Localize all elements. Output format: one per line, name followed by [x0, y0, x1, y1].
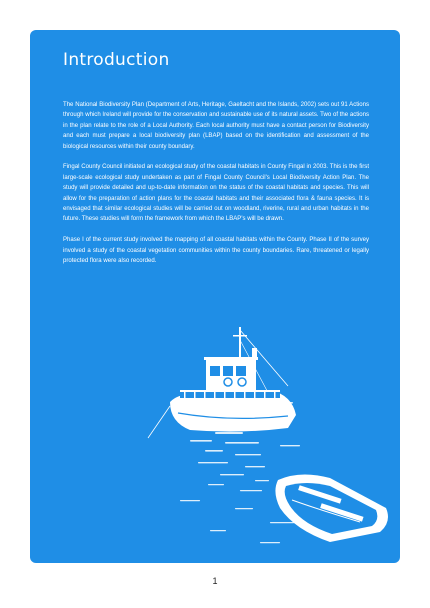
boats-on-water-illustration	[30, 30, 400, 563]
paragraph-1: The National Biodiversity Plan (Department of Arts, Heritage, Gaeltacht and the Islands, 2002) sets out 91 Actions through which Ireland will provide for the conservation and sustainable use of its natural assets. Two of the actions in the plan relate to the role of a Local Authority. Each local authority must have a contact person for Biodiversity and each must prepare a local biodiversity plan (LBAP) based on the identification and assessment of the biological resources within their county boundary.	[63, 102, 369, 150]
content-panel	[30, 30, 400, 563]
page-title: Introduction	[63, 50, 170, 70]
paragraph-3: Phase I of the current study involved the mapping of all coastal habitats within the County. Phase II of the survey involved a study of the coastal vegetation communities within the county boundaries. Rare, threatened or legally protected flora were also recorded.	[63, 237, 369, 265]
paragraph-2: Fingal County Council initiated an ecological study of the coastal habitats in County Fingal in 2003. This is the first large-scale ecological study undertaken as part of Fingal County Council's Local Biodiversity Action Plan. The study will provide detailed and up-to-date information on the status of the coastal habitats and species. This will allow for the preparation of action plans for the coastal habitats and their associated flora & fauna species. It is envisaged that similar ecological studies will be carried out on woodland, riverine, rural and urban habitats in the future. These studies will form the framework from which the LBAP's will be drawn.	[63, 164, 369, 223]
rowing-boat	[275, 474, 388, 542]
page-number: 1	[212, 576, 218, 586]
fishing-boat	[148, 327, 296, 438]
